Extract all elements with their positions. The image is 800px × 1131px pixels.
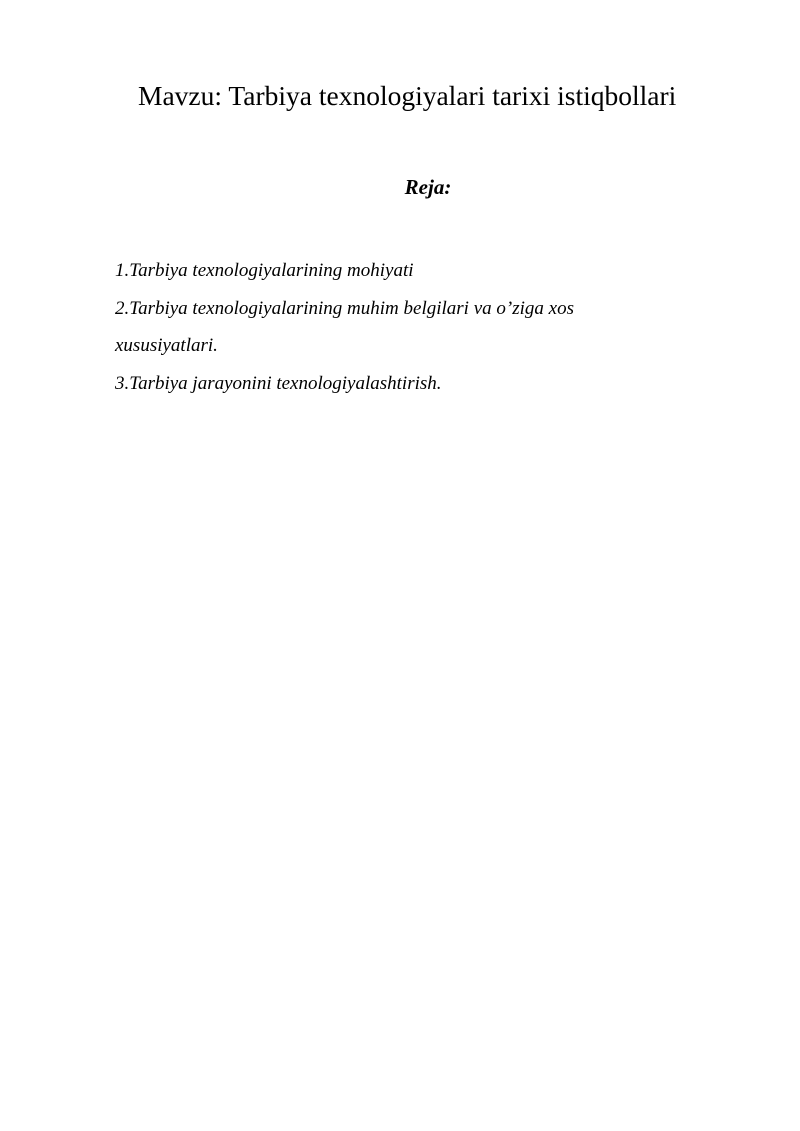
- document-title: Mavzu: Tarbiya texnologiyalari tarixi istiqbollari: [138, 80, 677, 111]
- plan-item: 1.Tarbiya texnologiyalarining mohiyati: [115, 260, 414, 281]
- plan-list: [115, 252, 695, 402]
- plan-item: 3.Tarbiya jarayonini texnologiyalashtirish.: [115, 372, 442, 394]
- plan-item-continuation: xususiyatlari.: [115, 335, 218, 356]
- plan-item: 2.Tarbiya texnologiyalarining muhim belgilari va o’ziga xos: [115, 297, 574, 319]
- plan-heading: Reja:: [404, 175, 452, 199]
